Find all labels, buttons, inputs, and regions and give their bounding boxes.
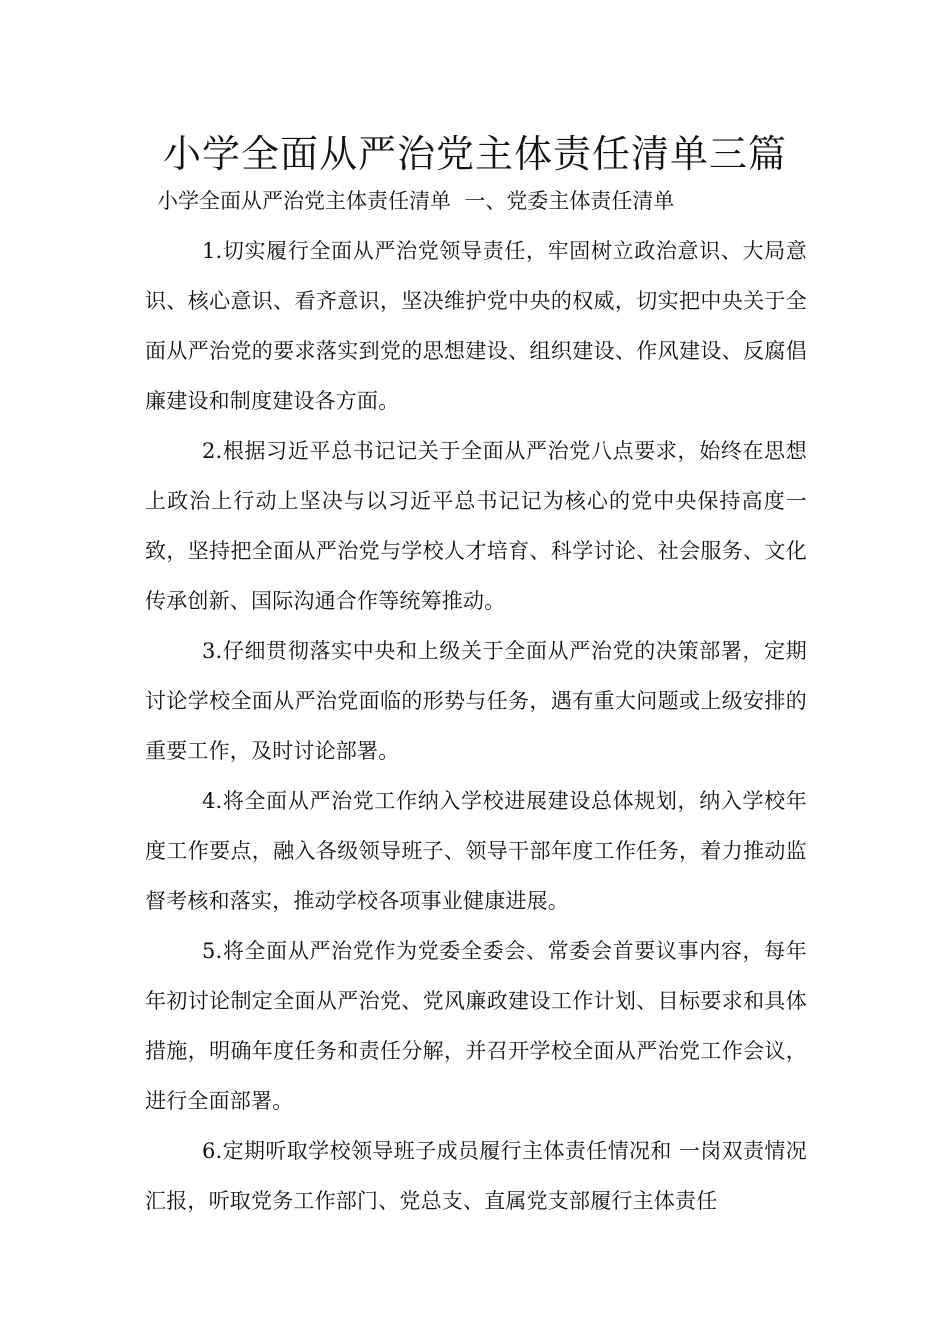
document-subtitle: 小学全面从严治党主体责任清单 一、党委主体责任清单 [157, 189, 675, 213]
paragraph-4: 4.将全面从严治党工作纳入学校进展建设总体规划，纳入学校年度工作要点，融入各级领导班子、领导干部年度工作任务，着力推动监督考核和落实，推动学校各项事业健康进展。 [145, 789, 807, 913]
paragraph-1: 1.切实履行全面从严治党领导责任，牢固树立政治意识、大局意识、核心意识、看齐意识，坚决维护党中央的权威，切实把中央关于全面从严治党的要求落实到党的思想建设、组织建设、作风建设、反腐倡廉建设和制度建设各方面。 [145, 239, 807, 413]
paragraph-3: 3.仔细贯彻落实中央和上级关于全面从严治党的决策部署，定期讨论学校全面从严治党面临的形势与任务，遇有重大问题或上级安排的重要工作，及时讨论部署。 [145, 639, 807, 763]
document-title: 小学全面从严治党主体责任清单三篇 [162, 132, 787, 176]
paragraph-5: 5.将全面从严治党作为党委全委会、常委会首要议事内容，每年年初讨论制定全面从严治党、党风廉政建设工作计划、目标要求和具体措施，明确年度任务和责任分解，并召开学校全面从严治党工作会议，进行全面部署。 [145, 939, 807, 1113]
paragraph-2: 2.根据习近平总书记记关于全面从严治党八点要求，始终在思想上政治上行动上坚决与以习近平总书记记为核心的党中央保持高度一致，坚持把全面从严治党与学校人才培育、科学讨论、社会服务、文化传承创新、国际沟通合作等统筹推动。 [145, 439, 807, 613]
paragraph-6: 6.定期听取学校领导班子成员履行主体责任情况和 一岗双责情况汇报，听取党务工作部门、党总支、直属党支部履行主体责任 [145, 1139, 807, 1213]
document-body [145, 226, 807, 1226]
